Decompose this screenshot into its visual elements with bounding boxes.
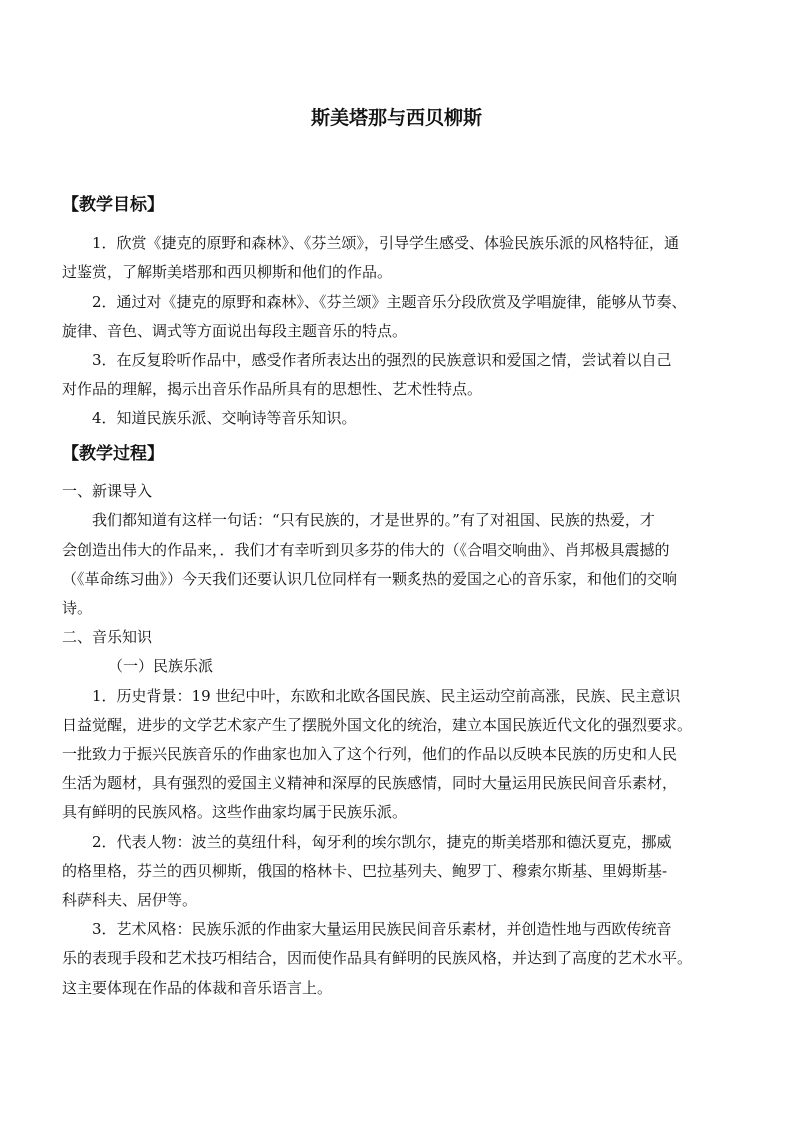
item2-line-3: 科萨科夫、居伊等。	[62, 891, 198, 909]
goal-4-line-1: 4．知道民族乐派、交响诗等音乐知识。	[92, 409, 357, 427]
part1-line-2: 会创造出伟大的作品来，．我们才有幸听到贝多芬的伟大的（《合唱交响曲》、肖邦极具震撼的	[62, 541, 670, 559]
part1-line-4: 诗。	[62, 599, 93, 617]
item3-line-1: 3．艺术风格：民族乐派的作曲家大量运用民族民间音乐素材，并创造性地与西欧传统音	[92, 920, 672, 938]
goal-1-line-2: 过鉴赏，了解斯美塔那和西贝柳斯和他们的作品。	[62, 263, 393, 281]
item1-line-1: 1．历史背景：19 世纪中叶，东欧和北欧各国民族、民主运动空前高涨，民族、民主意识	[92, 687, 681, 705]
item1-line-2: 日益觉醒，进步的文学艺术家产生了摆脱外国文化的统治，建立本国民族近代文化的强烈要求。	[62, 716, 693, 734]
goal-3-line-2: 对作品的理解，揭示出音乐作品所具有的思想性、艺术性特点。	[62, 380, 483, 398]
item2-line-1: 2．代表人物：波兰的莫纽什科，匈牙利的埃尔凯尔，捷克的斯美塔那和德沃夏克，挪威	[92, 833, 672, 851]
part2-heading: 二、音乐知识	[62, 628, 153, 646]
part2-subheading: （一）民族乐派	[108, 657, 214, 675]
item1-line-5: 具有鲜明的民族风格。这些作曲家均属于民族乐派。	[62, 803, 408, 821]
part1-heading: 一、新课导入	[62, 482, 153, 500]
section-heading-process: 【教学过程】	[62, 444, 164, 464]
item3-line-2: 乐的表现手段和艺术技巧相结合，因而使作品具有鲜明的民族风格，并达到了高度的艺术水平。	[62, 949, 693, 967]
goal-1-line-1: 1．欣赏《捷克的原野和森林》、《芬兰颂》，引导学生感受、体验民族乐派的风格特征，通	[92, 234, 680, 252]
item1-line-4: 生活为题材，具有强烈的爱国主义精神和深厚的民族感情，同时大量运用民族民间音乐素材，	[62, 774, 678, 792]
part1-line-3: （《革命练习曲》）今天我们还要认识几位同样有一颗炙热的爱国之心的音乐家，和他们的交响	[62, 570, 678, 588]
goal-2-line-2: 旋律、音色、调式等方面说出每段主题音乐的特点。	[62, 322, 408, 340]
page-title: 斯美塔那与西贝柳斯	[310, 107, 482, 129]
section-heading-goals: 【教学目标】	[62, 195, 164, 215]
part1-line-1: 我们都知道有这样一句话：“只有民族的，才是世界的。”有了对祖国、民族的热爱，才	[92, 511, 655, 529]
item3-line-3: 这主要体现在作品的体裁和音乐语言上。	[62, 979, 333, 997]
goal-2-line-1: 2．通过对《捷克的原野和森林》、《芬兰颂》主题音乐分段欣赏及学唱旋律，能够从节奏、	[92, 293, 687, 311]
goal-3-line-1: 3．在反复聆听作品中，感受作者所表达出的强烈的民族意识和爱国之情，尝试着以自己	[92, 351, 672, 369]
item1-line-3: 一批致力于振兴民族音乐的作曲家也加入了这个行列，他们的作品以反映本民族的历史和人民	[62, 745, 678, 763]
item2-line-2: 的格里格，芬兰的西贝柳斯，俄国的格林卡、巴拉基列夫、鲍罗丁、穆索尔斯基、里姆斯基-	[62, 862, 668, 880]
